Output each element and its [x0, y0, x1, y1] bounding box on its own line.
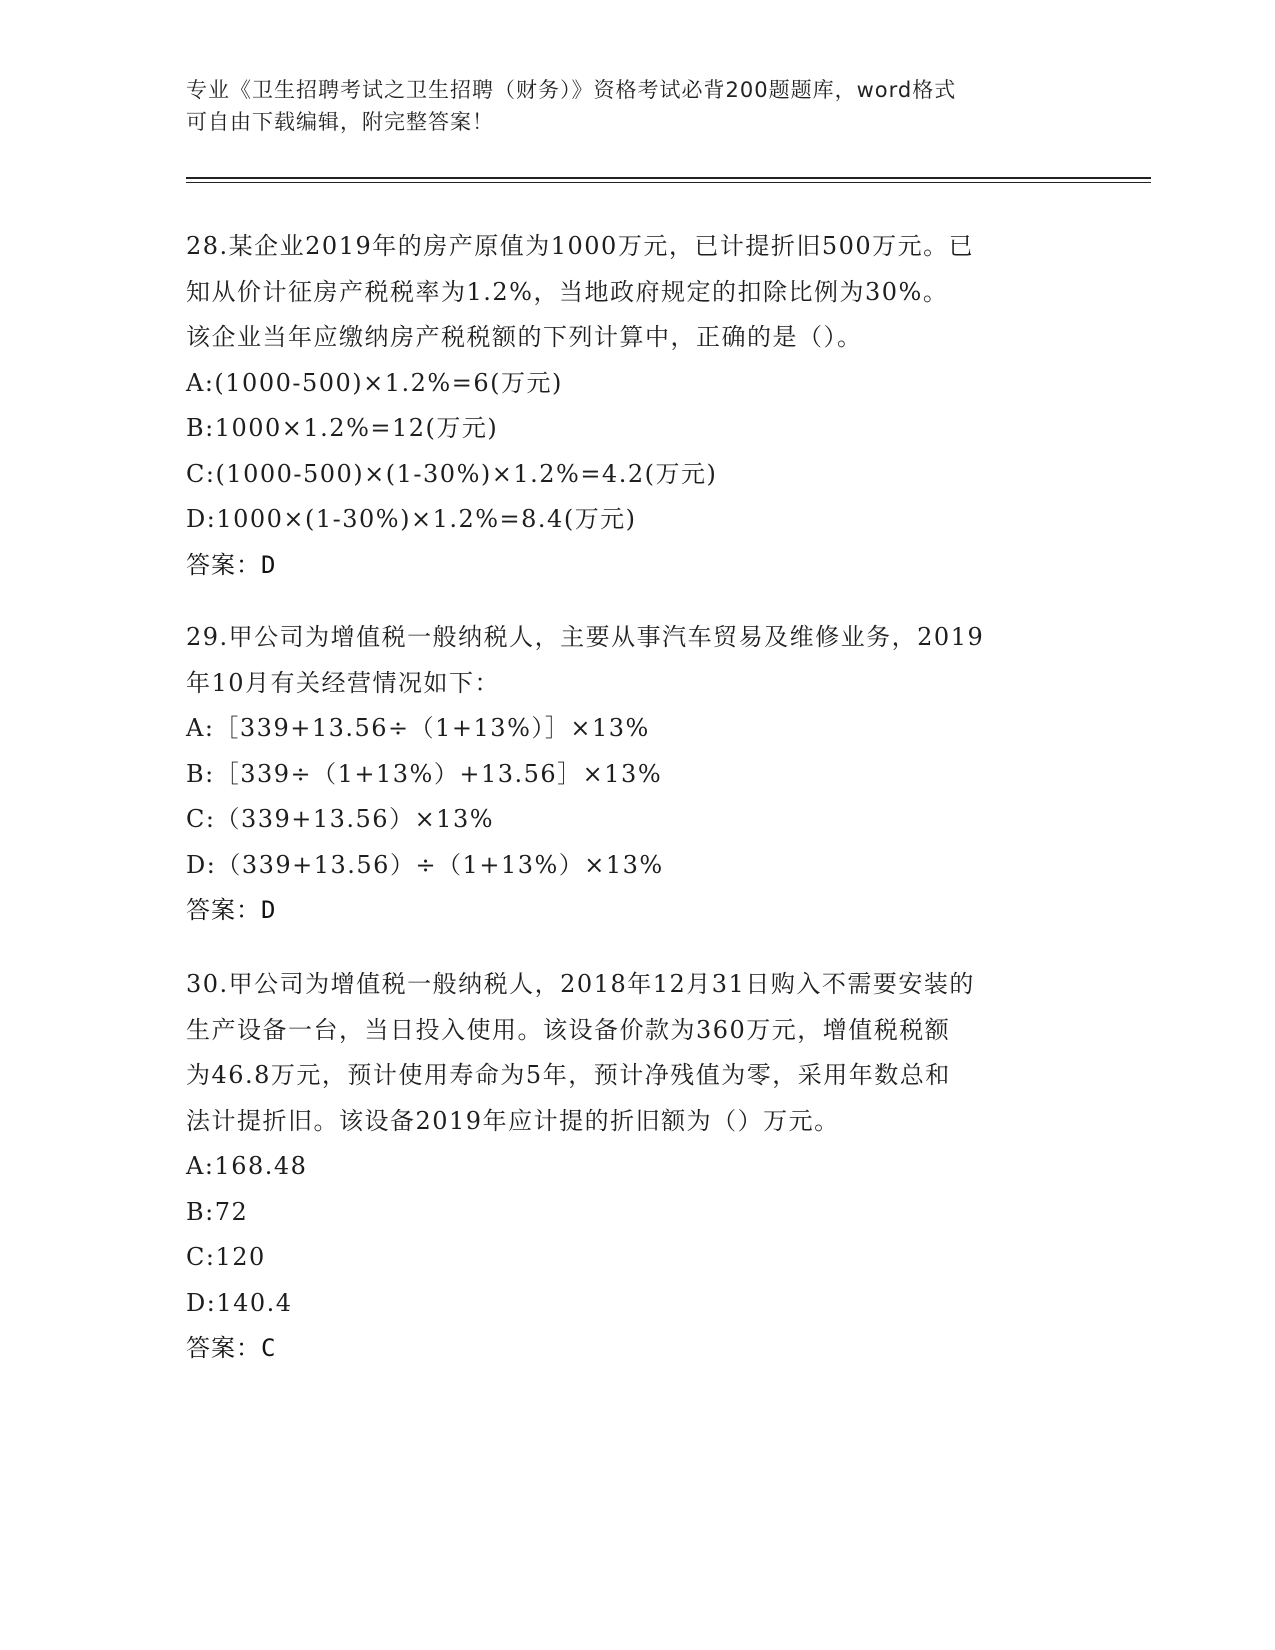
question-28: [186, 224, 1086, 588]
header-line-1: 专业《卫生招聘考试之卫生招聘（财务）》资格考试必背200题题库，word格式: [186, 78, 957, 102]
question-stem-line: 30.甲公司为增值税一般纳税人，2018年12月31日购入不需要安装的: [186, 970, 975, 998]
question-30: [186, 962, 1086, 1372]
option-d: D:1000×(1-30%)×1.2%=8.4(万元): [186, 505, 637, 533]
option-b: B:1000×1.2%=12(万元): [186, 414, 499, 442]
option-b: B:72: [186, 1197, 249, 1226]
option-a: A:168.48: [186, 1152, 308, 1180]
answer-line: [186, 543, 1086, 589]
option-a: A:［339+13.56÷（1+13%）］×13%: [186, 714, 650, 742]
answer-line: [186, 1326, 1086, 1372]
answer-label: 答案：: [186, 896, 261, 924]
answer-line: [186, 888, 1086, 934]
question-29: [186, 615, 1086, 934]
question-stem-line: 为46.8万元，预计使用寿命为5年，预计净残值为零，采用年数总和: [186, 1061, 951, 1089]
option-d: D:140.4: [186, 1288, 293, 1317]
option-a: A:(1000-500)×1.2%=6(万元): [186, 368, 563, 397]
question-stem-line: 法计提折旧。该设备2019年应计提的折旧额为（）万元。: [186, 1106, 840, 1135]
question-stem-line: 年10月有关经营情况如下：: [186, 668, 501, 697]
option-c: C:(1000-500)×(1-30%)×1.2%=4.2(万元): [186, 459, 718, 488]
document-header: [186, 74, 1066, 138]
question-stem-line: 28.某企业2019年的房产原值为1000万元，已计提折旧500万元。已: [186, 232, 975, 260]
question-stem-line: 生产设备一台，当日投入使用。该设备价款为360万元，增值税税额: [186, 1015, 951, 1044]
answer-label: 答案：: [186, 1334, 261, 1362]
header-divider-thick: [186, 177, 1151, 179]
header-divider-thin: [186, 182, 1151, 183]
question-stem-line: 29.甲公司为增值税一般纳税人，主要从事汽车贸易及维修业务，2019: [186, 623, 985, 651]
option-c: C:120: [186, 1243, 266, 1271]
answer-value: C: [261, 1334, 277, 1362]
answer-value: D: [261, 896, 277, 924]
answer-label: 答案：: [186, 550, 261, 579]
option-d: D:（339+13.56）÷（1+13%）×13%: [186, 850, 664, 879]
question-stem-line: 该企业当年应缴纳房产税税额的下列计算中，正确的是（）。: [186, 323, 863, 351]
option-c: C:（339+13.56）×13%: [186, 805, 495, 833]
option-b: B:［339÷（1+13%）+13.56］×13%: [186, 759, 663, 788]
answer-value: D: [261, 550, 277, 579]
question-stem-line: 知从价计征房产税税率为1.2%，当地政府规定的扣除比例为30%。: [186, 277, 949, 306]
header-line-2: 可自由下载编辑，附完整答案！: [186, 110, 494, 134]
